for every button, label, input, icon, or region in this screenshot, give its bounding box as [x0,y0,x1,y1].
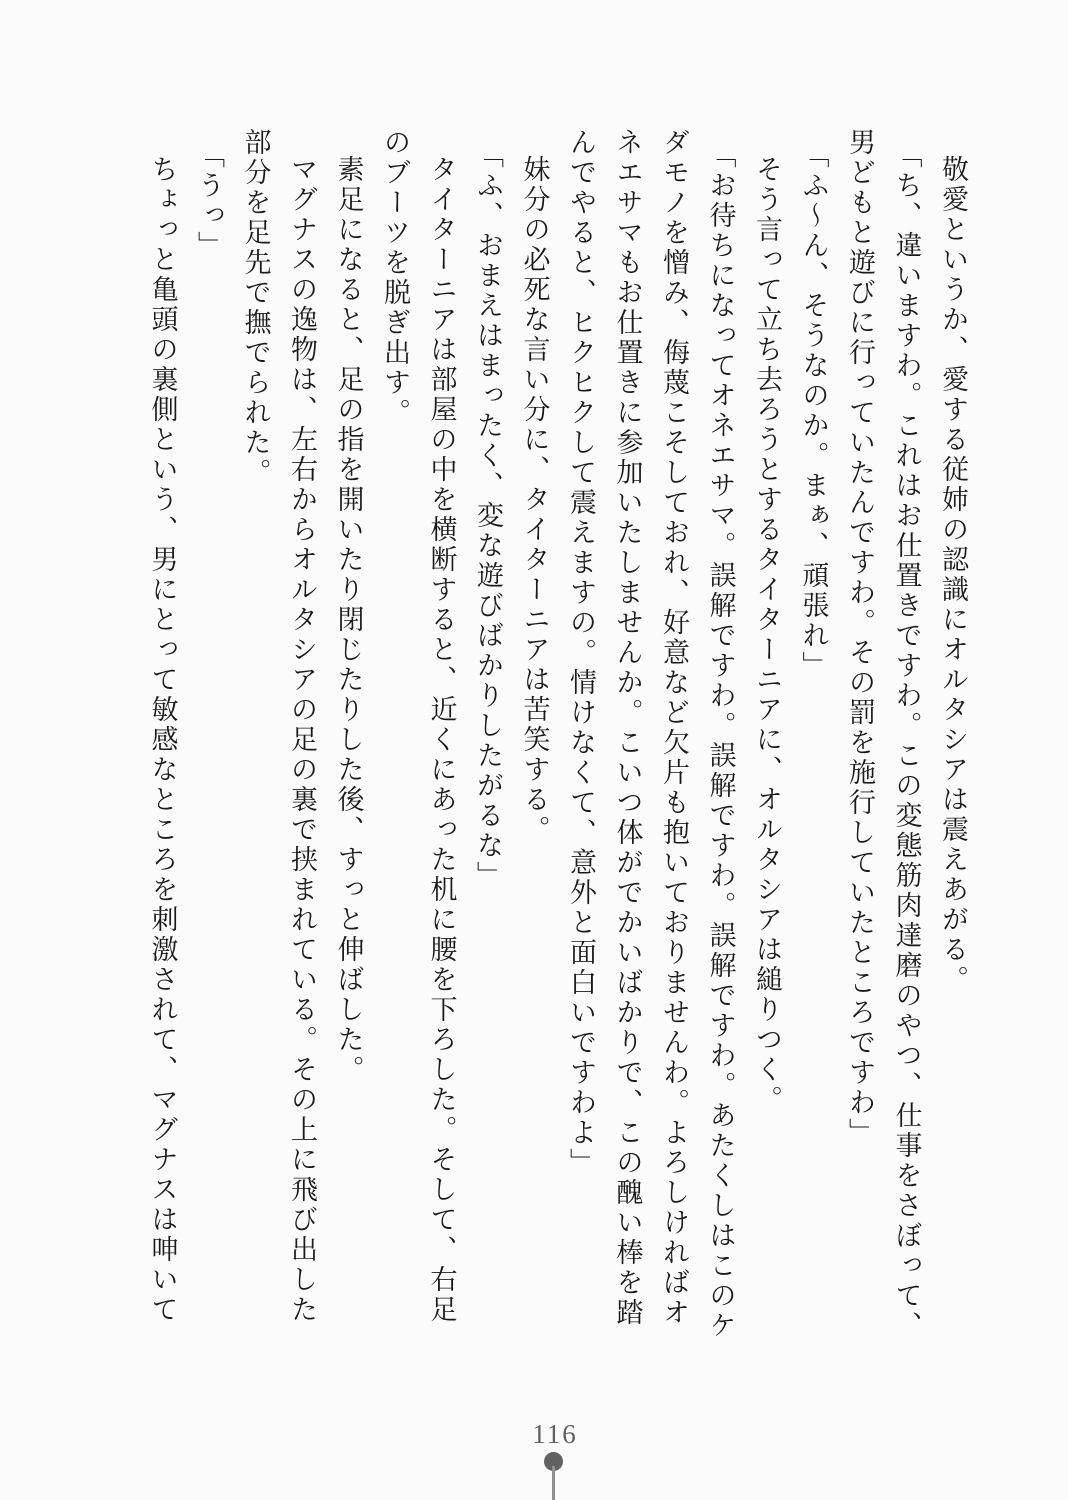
paragraph: そう言って立ち去ろうとするタイターニアに、オルタシアは縋りつく。 [752,155,782,1115]
paragraph: 敬愛というか、愛する従姉の認識にオルタシアは震えあがる。 [938,155,968,995]
paragraph: 素足になると、足の指を開いたり閉じたりした後、すっと伸ばした。 [333,155,364,1085]
paragraph: ちょっと亀頭の裏側という、男にとって敏感なところを刺激されて、マグナスは呻いて [147,155,178,1325]
paragraph: 「ふ〜ん、そうなのか。まぁ、頑張れ」 [798,141,829,681]
body-text [139,128,976,1348]
paragraph: マグナスの逸物は、左右からオルタシアの足の裏で挟まれている。その上に飛び出した部分を足先で撫でられた。 [240,128,317,1325]
page-number: 116 [532,1419,578,1449]
paragraph: タイターニアは部屋の中を横断すると、近くにあった机に腰を下ろした。そして、右足のブーツを脱ぎ出す。 [380,128,457,1325]
paragraph: 「ふ、おまえはまったく、変な遊びばかりしたがるな」 [473,141,503,891]
pin-stem [552,1466,555,1500]
paragraph: 「ち、違いますわ。これはお仕置きですわ。この変態筋肉達磨のやつ、仕事をさぼって、男どもと遊びに行っていたんですわ。その罰を施行していたところですわ」 [845,128,922,1341]
paragraph: 妹分の必死な言い分に、タイターニアは苦笑する。 [519,155,550,845]
paragraph: 「うっ」 [194,141,224,261]
paragraph: 「お待ちになってオネエサマ。誤解ですわ。誤解ですわ。誤解ですわ。あたくしはこのケダモノを憎み、侮蔑こそしておれ、好意など欠片も抱いておりませんわ。よろしければオネエサマもお仕置きに参加いたしませんか。こいつ体がでかいばかりで、この醜い棒を踏んでやると、ヒクヒクして震えますの。情けなくて、意外と面白いですわよ」 [566,128,736,1341]
